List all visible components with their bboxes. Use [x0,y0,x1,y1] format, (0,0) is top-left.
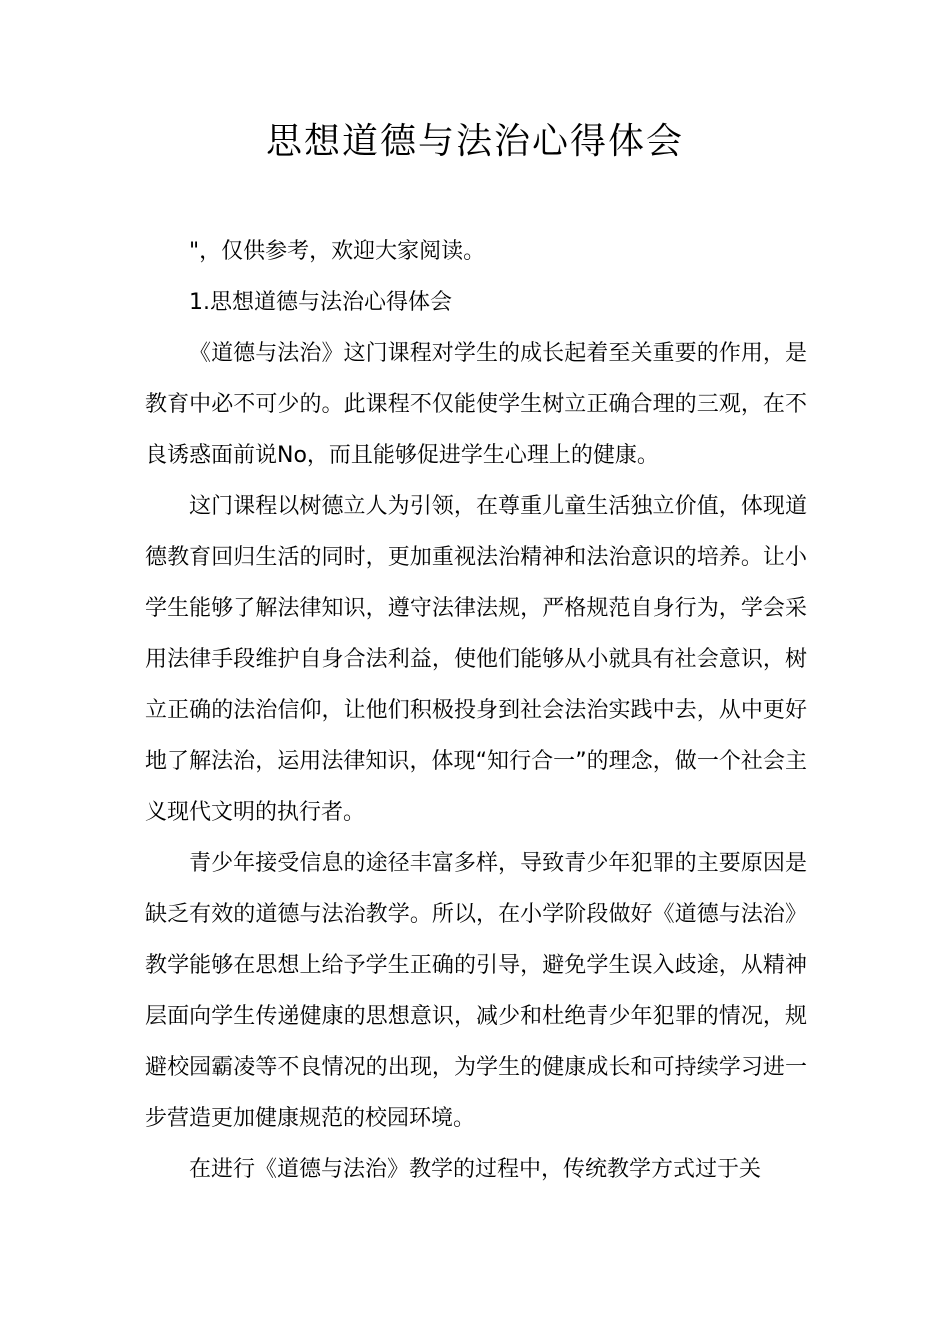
paragraph-intro-note: "，仅供参考，欢迎大家阅读。 [189,239,486,264]
paragraph: 在进行《道德与法治》教学的过程中，传统教学方式过于关 [189,1157,762,1182]
paragraph: 这门课程以树德立人为引领，在尊重儿童生活独立价值，体现道德教育回归生活的同时，更加重视法治精神和法治意识的培养。让小学生能够了解法律知识，遵守法律法规，严格规范自身行为，学会采用法律手段维护自身合法利益，使他们能够从小就具有社会意识，树立正确的法治信仰，让他们积极投身到社会法治实践中去，从中更好地了解法治，运用法律知识，体现“知行合一”的理念，做一个社会主义现代文明的执行者。 [145,494,807,825]
paragraph-section-heading: 1.思想道德与法治心得体会 [189,290,452,315]
paragraph: 《道德与法治》这门课程对学生的成长起着至关重要的作用，是教育中必不可少的。此课程不仅能使学生树立正确合理的三观，在不良诱惑面前说No，而且能够促进学生心理上的健康。 [145,341,807,468]
document-body [145,226,807,1195]
document-title: 思想道德与法治心得体会 [265,121,684,162]
paragraph: 青少年接受信息的途径丰富多样，导致青少年犯罪的主要原因是缺乏有效的道德与法治教学。所以，在小学阶段做好《道德与法治》教学能够在思想上给予学生正确的引导，避免学生误入歧途，从精神层面向学生传递健康的思想意识，减少和杜绝青少年犯罪的情况，规避校园霸凌等不良情况的出现，为学生的健康成长和可持续学习进一步营造更加健康规范的校园环境。 [145,851,807,1131]
